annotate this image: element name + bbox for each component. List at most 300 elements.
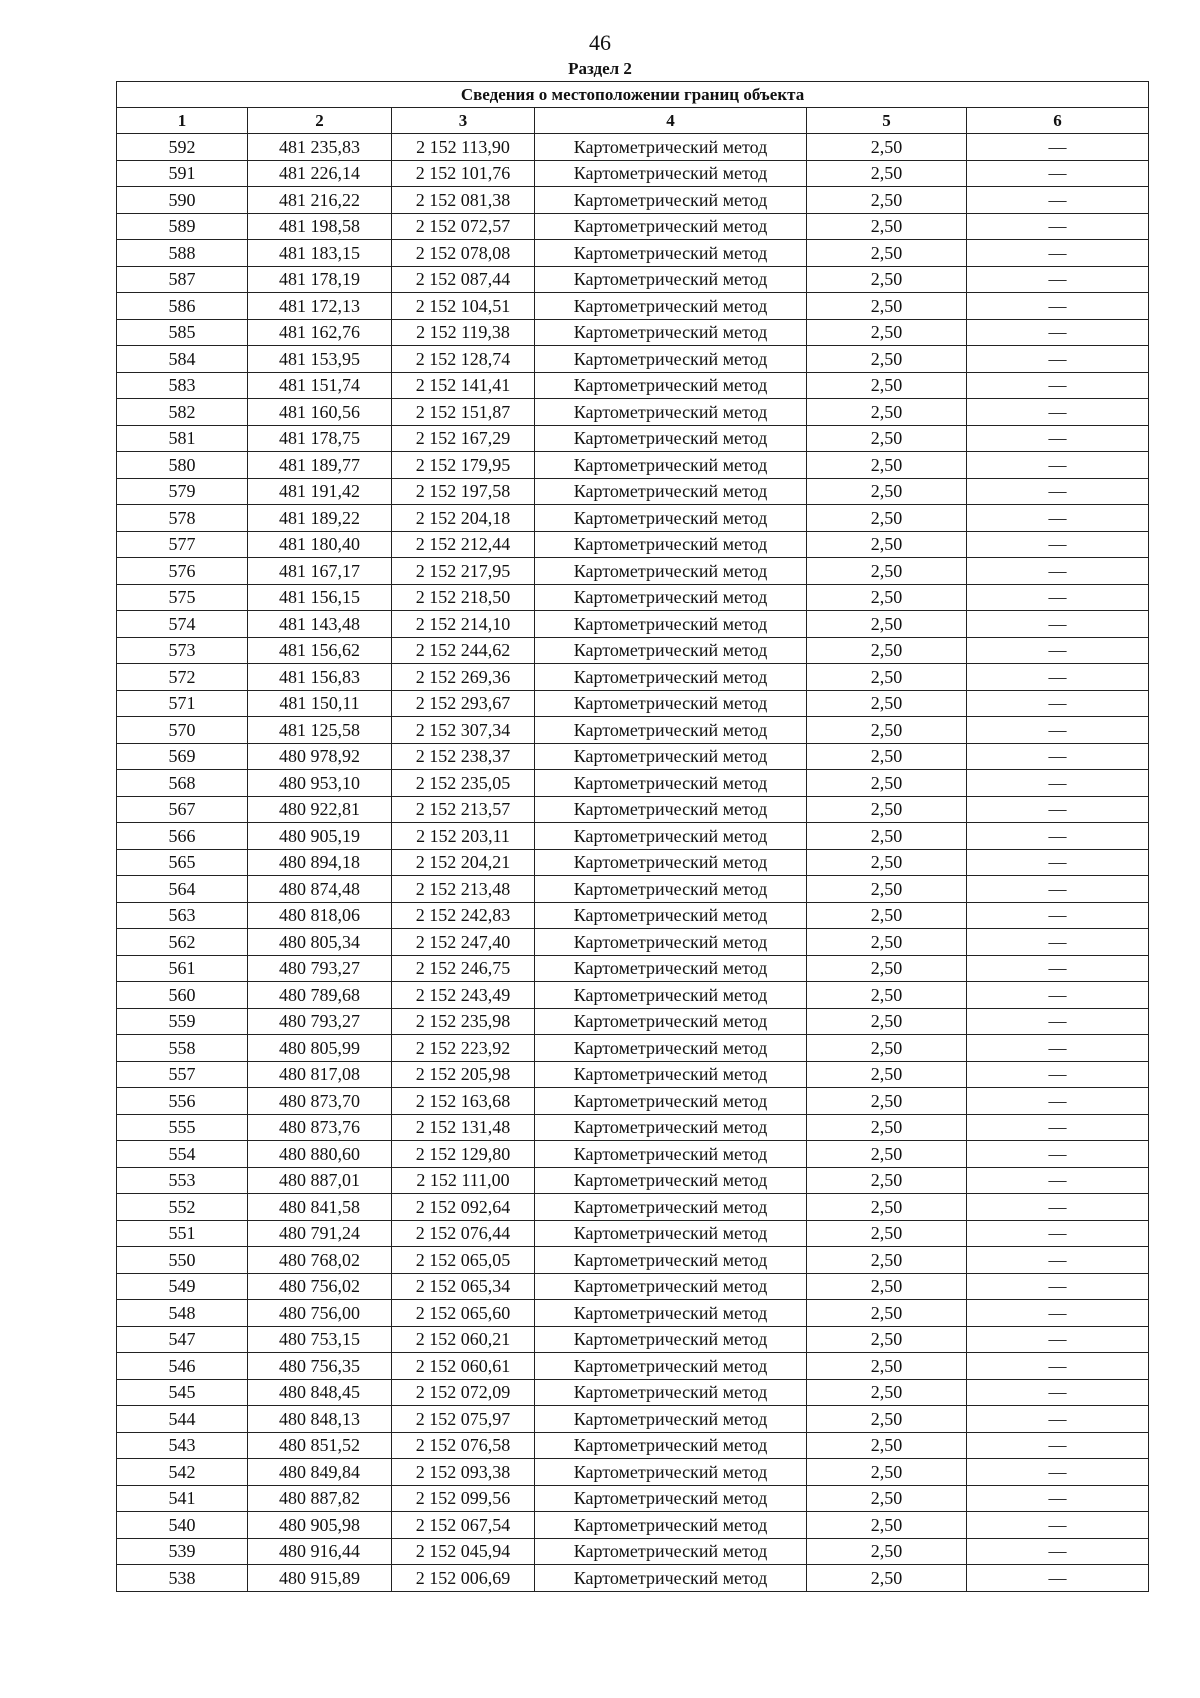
description-cell: — — [967, 584, 1149, 611]
point-number-cell: 567 — [117, 796, 248, 823]
table-row — [117, 240, 1149, 267]
x-coordinate-cell: 481 198,58 — [248, 213, 392, 240]
description-cell: — — [967, 160, 1149, 187]
point-number-cell: 579 — [117, 478, 248, 505]
accuracy-cell: 2,50 — [807, 425, 967, 452]
x-coordinate-cell: 481 143,48 — [248, 611, 392, 638]
description-cell: — — [967, 1167, 1149, 1194]
y-coordinate-cell: 2 152 067,54 — [392, 1512, 535, 1539]
method-cell: Картометрический метод — [535, 770, 807, 797]
description-cell: — — [967, 876, 1149, 903]
description-cell: — — [967, 1300, 1149, 1327]
description-cell: — — [967, 1114, 1149, 1141]
description-cell: — — [967, 134, 1149, 161]
table-row — [117, 1326, 1149, 1353]
accuracy-cell: 2,50 — [807, 1379, 967, 1406]
table-row — [117, 558, 1149, 585]
y-coordinate-cell: 2 152 214,10 — [392, 611, 535, 638]
point-number-cell: 550 — [117, 1247, 248, 1274]
table-row — [117, 876, 1149, 903]
point-number-cell: 538 — [117, 1565, 248, 1592]
method-cell: Картометрический метод — [535, 266, 807, 293]
point-number-cell: 556 — [117, 1088, 248, 1115]
y-coordinate-cell: 2 152 242,83 — [392, 902, 535, 929]
accuracy-cell: 2,50 — [807, 293, 967, 320]
table-row — [117, 399, 1149, 426]
table-row — [117, 1194, 1149, 1221]
table-body — [117, 134, 1149, 1592]
description-cell: — — [967, 1008, 1149, 1035]
accuracy-cell: 2,50 — [807, 664, 967, 691]
y-coordinate-cell: 2 152 078,08 — [392, 240, 535, 267]
accuracy-cell: 2,50 — [807, 1406, 967, 1433]
method-cell: Картометрический метод — [535, 1459, 807, 1486]
accuracy-cell: 2,50 — [807, 743, 967, 770]
method-cell: Картометрический метод — [535, 849, 807, 876]
x-coordinate-cell: 480 953,10 — [248, 770, 392, 797]
accuracy-cell: 2,50 — [807, 1326, 967, 1353]
accuracy-cell: 2,50 — [807, 1194, 967, 1221]
table-row — [117, 1432, 1149, 1459]
y-coordinate-cell: 2 152 099,56 — [392, 1485, 535, 1512]
x-coordinate-cell: 480 922,81 — [248, 796, 392, 823]
table-row — [117, 1512, 1149, 1539]
method-cell: Картометрический метод — [535, 1432, 807, 1459]
table-row — [117, 1485, 1149, 1512]
method-cell: Картометрический метод — [535, 240, 807, 267]
accuracy-cell: 2,50 — [807, 478, 967, 505]
accuracy-cell: 2,50 — [807, 823, 967, 850]
table-row — [117, 1379, 1149, 1406]
point-number-cell: 560 — [117, 982, 248, 1009]
y-coordinate-cell: 2 152 167,29 — [392, 425, 535, 452]
accuracy-cell: 2,50 — [807, 1167, 967, 1194]
point-number-cell: 577 — [117, 531, 248, 558]
method-cell: Картометрический метод — [535, 134, 807, 161]
description-cell: — — [967, 558, 1149, 585]
x-coordinate-cell: 480 905,98 — [248, 1512, 392, 1539]
table-row — [117, 266, 1149, 293]
point-number-cell: 540 — [117, 1512, 248, 1539]
method-cell: Картометрический метод — [535, 929, 807, 956]
table-caption-row — [117, 82, 1149, 108]
y-coordinate-cell: 2 152 238,37 — [392, 743, 535, 770]
x-coordinate-cell: 481 167,17 — [248, 558, 392, 585]
method-cell: Картометрический метод — [535, 717, 807, 744]
x-coordinate-cell: 481 189,22 — [248, 505, 392, 532]
y-coordinate-cell: 2 152 072,09 — [392, 1379, 535, 1406]
point-number-cell: 546 — [117, 1353, 248, 1380]
y-coordinate-cell: 2 152 212,44 — [392, 531, 535, 558]
x-coordinate-cell: 480 756,35 — [248, 1353, 392, 1380]
accuracy-cell: 2,50 — [807, 637, 967, 664]
x-coordinate-cell: 480 848,45 — [248, 1379, 392, 1406]
x-coordinate-cell: 480 873,76 — [248, 1114, 392, 1141]
method-cell: Картометрический метод — [535, 664, 807, 691]
description-cell: — — [967, 1485, 1149, 1512]
y-coordinate-cell: 2 152 213,57 — [392, 796, 535, 823]
method-cell: Картометрический метод — [535, 505, 807, 532]
method-cell: Картометрический метод — [535, 743, 807, 770]
table-row — [117, 372, 1149, 399]
method-cell: Картометрический метод — [535, 425, 807, 452]
x-coordinate-cell: 480 894,18 — [248, 849, 392, 876]
table-row — [117, 770, 1149, 797]
y-coordinate-cell: 2 152 113,90 — [392, 134, 535, 161]
y-coordinate-cell: 2 152 203,11 — [392, 823, 535, 850]
description-cell: — — [967, 1459, 1149, 1486]
column-number-row — [117, 108, 1149, 134]
y-coordinate-cell: 2 152 081,38 — [392, 187, 535, 214]
table-row — [117, 982, 1149, 1009]
page-number: 46 — [589, 30, 611, 55]
point-number-cell: 586 — [117, 293, 248, 320]
description-cell: — — [967, 1538, 1149, 1565]
y-coordinate-cell: 2 152 205,98 — [392, 1061, 535, 1088]
point-number-cell: 583 — [117, 372, 248, 399]
accuracy-cell: 2,50 — [807, 982, 967, 1009]
accuracy-cell: 2,50 — [807, 1538, 967, 1565]
x-coordinate-cell: 481 151,74 — [248, 372, 392, 399]
y-coordinate-cell: 2 152 307,34 — [392, 717, 535, 744]
table-row — [117, 187, 1149, 214]
method-cell: Картометрический метод — [535, 558, 807, 585]
method-cell: Картометрический метод — [535, 478, 807, 505]
accuracy-cell: 2,50 — [807, 929, 967, 956]
table-row — [117, 478, 1149, 505]
y-coordinate-cell: 2 152 179,95 — [392, 452, 535, 479]
y-coordinate-cell: 2 152 111,00 — [392, 1167, 535, 1194]
method-cell: Картометрический метод — [535, 1273, 807, 1300]
x-coordinate-cell: 480 848,13 — [248, 1406, 392, 1433]
x-coordinate-cell: 481 235,83 — [248, 134, 392, 161]
accuracy-cell: 2,50 — [807, 346, 967, 373]
table-row — [117, 584, 1149, 611]
accuracy-cell: 2,50 — [807, 876, 967, 903]
y-coordinate-cell: 2 152 087,44 — [392, 266, 535, 293]
table-row — [117, 1300, 1149, 1327]
table-row — [117, 505, 1149, 532]
y-coordinate-cell: 2 152 223,92 — [392, 1035, 535, 1062]
method-cell: Картометрический метод — [535, 1485, 807, 1512]
accuracy-cell: 2,50 — [807, 849, 967, 876]
point-number-cell: 580 — [117, 452, 248, 479]
accuracy-cell: 2,50 — [807, 1485, 967, 1512]
method-cell: Картометрический метод — [535, 1061, 807, 1088]
table-row — [117, 1538, 1149, 1565]
method-cell: Картометрический метод — [535, 1035, 807, 1062]
accuracy-cell: 2,50 — [807, 1220, 967, 1247]
accuracy-cell: 2,50 — [807, 266, 967, 293]
x-coordinate-cell: 481 153,95 — [248, 346, 392, 373]
table-row — [117, 1406, 1149, 1433]
y-coordinate-cell: 2 152 151,87 — [392, 399, 535, 426]
method-cell: Картометрический метод — [535, 584, 807, 611]
table-row — [117, 743, 1149, 770]
point-number-cell: 585 — [117, 319, 248, 346]
description-cell: — — [967, 743, 1149, 770]
x-coordinate-cell: 481 191,42 — [248, 478, 392, 505]
description-cell: — — [967, 293, 1149, 320]
description-cell: — — [967, 1194, 1149, 1221]
table-row — [117, 690, 1149, 717]
y-coordinate-cell: 2 152 243,49 — [392, 982, 535, 1009]
x-coordinate-cell: 480 805,34 — [248, 929, 392, 956]
table-row — [117, 452, 1149, 479]
method-cell: Картометрический метод — [535, 1353, 807, 1380]
description-cell: — — [967, 637, 1149, 664]
accuracy-cell: 2,50 — [807, 902, 967, 929]
description-cell: — — [967, 240, 1149, 267]
accuracy-cell: 2,50 — [807, 399, 967, 426]
column-number: 5 — [807, 108, 967, 134]
description-cell: — — [967, 1247, 1149, 1274]
x-coordinate-cell: 480 791,24 — [248, 1220, 392, 1247]
point-number-cell: 575 — [117, 584, 248, 611]
table-row — [117, 1565, 1149, 1592]
table-row — [117, 1353, 1149, 1380]
point-number-cell: 564 — [117, 876, 248, 903]
description-cell: — — [967, 1273, 1149, 1300]
accuracy-cell: 2,50 — [807, 584, 967, 611]
x-coordinate-cell: 480 887,01 — [248, 1167, 392, 1194]
method-cell: Картометрический метод — [535, 319, 807, 346]
y-coordinate-cell: 2 152 065,60 — [392, 1300, 535, 1327]
y-coordinate-cell: 2 152 093,38 — [392, 1459, 535, 1486]
table-row — [117, 902, 1149, 929]
table-row — [117, 1167, 1149, 1194]
column-number: 2 — [248, 108, 392, 134]
point-number-cell: 587 — [117, 266, 248, 293]
y-coordinate-cell: 2 152 247,40 — [392, 929, 535, 956]
description-cell: — — [967, 1512, 1149, 1539]
description-cell: — — [967, 425, 1149, 452]
accuracy-cell: 2,50 — [807, 372, 967, 399]
y-coordinate-cell: 2 152 101,76 — [392, 160, 535, 187]
description-cell: — — [967, 1141, 1149, 1168]
accuracy-cell: 2,50 — [807, 1273, 967, 1300]
table-row — [117, 319, 1149, 346]
y-coordinate-cell: 2 152 246,75 — [392, 955, 535, 982]
method-cell: Картометрический метод — [535, 1565, 807, 1592]
table-row — [117, 637, 1149, 664]
method-cell: Картометрический метод — [535, 1300, 807, 1327]
method-cell: Картометрический метод — [535, 1141, 807, 1168]
accuracy-cell: 2,50 — [807, 1565, 967, 1592]
method-cell: Картометрический метод — [535, 902, 807, 929]
accuracy-cell: 2,50 — [807, 160, 967, 187]
table-row — [117, 929, 1149, 956]
table-row — [117, 1088, 1149, 1115]
description-cell: — — [967, 1406, 1149, 1433]
description-cell: — — [967, 452, 1149, 479]
x-coordinate-cell: 481 189,77 — [248, 452, 392, 479]
description-cell: — — [967, 319, 1149, 346]
y-coordinate-cell: 2 152 293,67 — [392, 690, 535, 717]
point-number-cell: 563 — [117, 902, 248, 929]
x-coordinate-cell: 480 793,27 — [248, 1008, 392, 1035]
accuracy-cell: 2,50 — [807, 1353, 967, 1380]
table-caption: Сведения о местоположении границ объекта — [117, 82, 1149, 108]
table-row — [117, 160, 1149, 187]
x-coordinate-cell: 480 915,89 — [248, 1565, 392, 1592]
y-coordinate-cell: 2 152 197,58 — [392, 478, 535, 505]
description-cell: — — [967, 346, 1149, 373]
table-row — [117, 1141, 1149, 1168]
point-number-cell: 591 — [117, 160, 248, 187]
point-number-cell: 558 — [117, 1035, 248, 1062]
point-number-cell: 570 — [117, 717, 248, 744]
x-coordinate-cell: 481 125,58 — [248, 717, 392, 744]
table-row — [117, 1035, 1149, 1062]
description-cell: — — [967, 1088, 1149, 1115]
point-number-cell: 545 — [117, 1379, 248, 1406]
table-row — [117, 1061, 1149, 1088]
description-cell: — — [967, 372, 1149, 399]
x-coordinate-cell: 481 156,62 — [248, 637, 392, 664]
point-number-cell: 561 — [117, 955, 248, 982]
x-coordinate-cell: 481 156,15 — [248, 584, 392, 611]
method-cell: Картометрический метод — [535, 452, 807, 479]
accuracy-cell: 2,50 — [807, 1008, 967, 1035]
y-coordinate-cell: 2 152 060,61 — [392, 1353, 535, 1380]
x-coordinate-cell: 481 178,75 — [248, 425, 392, 452]
point-number-cell: 555 — [117, 1114, 248, 1141]
description-cell: — — [967, 955, 1149, 982]
point-number-cell: 554 — [117, 1141, 248, 1168]
x-coordinate-cell: 480 978,92 — [248, 743, 392, 770]
table-row — [117, 1459, 1149, 1486]
description-cell: — — [967, 1565, 1149, 1592]
point-number-cell: 581 — [117, 425, 248, 452]
column-number: 4 — [535, 108, 807, 134]
method-cell: Картометрический метод — [535, 1512, 807, 1539]
x-coordinate-cell: 480 793,27 — [248, 955, 392, 982]
table-row — [117, 1220, 1149, 1247]
x-coordinate-cell: 481 160,56 — [248, 399, 392, 426]
accuracy-cell: 2,50 — [807, 690, 967, 717]
table-row — [117, 1247, 1149, 1274]
x-coordinate-cell: 481 216,22 — [248, 187, 392, 214]
accuracy-cell: 2,50 — [807, 955, 967, 982]
y-coordinate-cell: 2 152 204,18 — [392, 505, 535, 532]
x-coordinate-cell: 481 178,19 — [248, 266, 392, 293]
y-coordinate-cell: 2 152 163,68 — [392, 1088, 535, 1115]
method-cell: Картометрический метод — [535, 1247, 807, 1274]
x-coordinate-cell: 481 180,40 — [248, 531, 392, 558]
accuracy-cell: 2,50 — [807, 319, 967, 346]
point-number-cell: 539 — [117, 1538, 248, 1565]
x-coordinate-cell: 480 887,82 — [248, 1485, 392, 1512]
point-number-cell: 592 — [117, 134, 248, 161]
x-coordinate-cell: 480 873,70 — [248, 1088, 392, 1115]
accuracy-cell: 2,50 — [807, 558, 967, 585]
y-coordinate-cell: 2 152 092,64 — [392, 1194, 535, 1221]
description-cell: — — [967, 1061, 1149, 1088]
y-coordinate-cell: 2 152 244,62 — [392, 637, 535, 664]
accuracy-cell: 2,50 — [807, 505, 967, 532]
description-cell: — — [967, 902, 1149, 929]
description-cell: — — [967, 690, 1149, 717]
method-cell: Картометрический метод — [535, 955, 807, 982]
accuracy-cell: 2,50 — [807, 1512, 967, 1539]
description-cell: — — [967, 611, 1149, 638]
accuracy-cell: 2,50 — [807, 1247, 967, 1274]
table-row — [117, 293, 1149, 320]
accuracy-cell: 2,50 — [807, 1432, 967, 1459]
point-number-cell: 557 — [117, 1061, 248, 1088]
method-cell: Картометрический метод — [535, 690, 807, 717]
method-cell: Картометрический метод — [535, 160, 807, 187]
description-cell: — — [967, 1379, 1149, 1406]
method-cell: Картометрический метод — [535, 1167, 807, 1194]
description-cell: — — [967, 1432, 1149, 1459]
point-number-cell: 553 — [117, 1167, 248, 1194]
accuracy-cell: 2,50 — [807, 134, 967, 161]
table-row — [117, 1273, 1149, 1300]
point-number-cell: 542 — [117, 1459, 248, 1486]
description-cell: — — [967, 664, 1149, 691]
table-row — [117, 346, 1149, 373]
method-cell: Картометрический метод — [535, 293, 807, 320]
y-coordinate-cell: 2 152 131,48 — [392, 1114, 535, 1141]
point-number-cell: 548 — [117, 1300, 248, 1327]
y-coordinate-cell: 2 152 235,05 — [392, 770, 535, 797]
description-cell: — — [967, 982, 1149, 1009]
y-coordinate-cell: 2 152 060,21 — [392, 1326, 535, 1353]
x-coordinate-cell: 480 818,06 — [248, 902, 392, 929]
accuracy-cell: 2,50 — [807, 1035, 967, 1062]
y-coordinate-cell: 2 152 218,50 — [392, 584, 535, 611]
table-row — [117, 955, 1149, 982]
table-row — [117, 611, 1149, 638]
point-number-cell: 559 — [117, 1008, 248, 1035]
method-cell: Картометрический метод — [535, 982, 807, 1009]
y-coordinate-cell: 2 152 269,36 — [392, 664, 535, 691]
method-cell: Картометрический метод — [535, 1114, 807, 1141]
y-coordinate-cell: 2 152 076,58 — [392, 1432, 535, 1459]
y-coordinate-cell: 2 152 065,05 — [392, 1247, 535, 1274]
x-coordinate-cell: 481 156,83 — [248, 664, 392, 691]
method-cell: Картометрический метод — [535, 1088, 807, 1115]
method-cell: Картометрический метод — [535, 1194, 807, 1221]
method-cell: Картометрический метод — [535, 823, 807, 850]
point-number-cell: 572 — [117, 664, 248, 691]
point-number-cell: 589 — [117, 213, 248, 240]
point-number-cell: 544 — [117, 1406, 248, 1433]
y-coordinate-cell: 2 152 076,44 — [392, 1220, 535, 1247]
point-number-cell: 576 — [117, 558, 248, 585]
x-coordinate-cell: 480 916,44 — [248, 1538, 392, 1565]
boundary-coordinates-table — [116, 81, 1149, 1592]
description-cell: — — [967, 796, 1149, 823]
y-coordinate-cell: 2 152 213,48 — [392, 876, 535, 903]
point-number-cell: 549 — [117, 1273, 248, 1300]
point-number-cell: 569 — [117, 743, 248, 770]
table-row — [117, 823, 1149, 850]
point-number-cell: 571 — [117, 690, 248, 717]
table-row — [117, 531, 1149, 558]
accuracy-cell: 2,50 — [807, 770, 967, 797]
column-number: 3 — [392, 108, 535, 134]
point-number-cell: 551 — [117, 1220, 248, 1247]
point-number-cell: 547 — [117, 1326, 248, 1353]
method-cell: Картометрический метод — [535, 1406, 807, 1433]
accuracy-cell: 2,50 — [807, 531, 967, 558]
accuracy-cell: 2,50 — [807, 796, 967, 823]
y-coordinate-cell: 2 152 045,94 — [392, 1538, 535, 1565]
x-coordinate-cell: 480 756,00 — [248, 1300, 392, 1327]
